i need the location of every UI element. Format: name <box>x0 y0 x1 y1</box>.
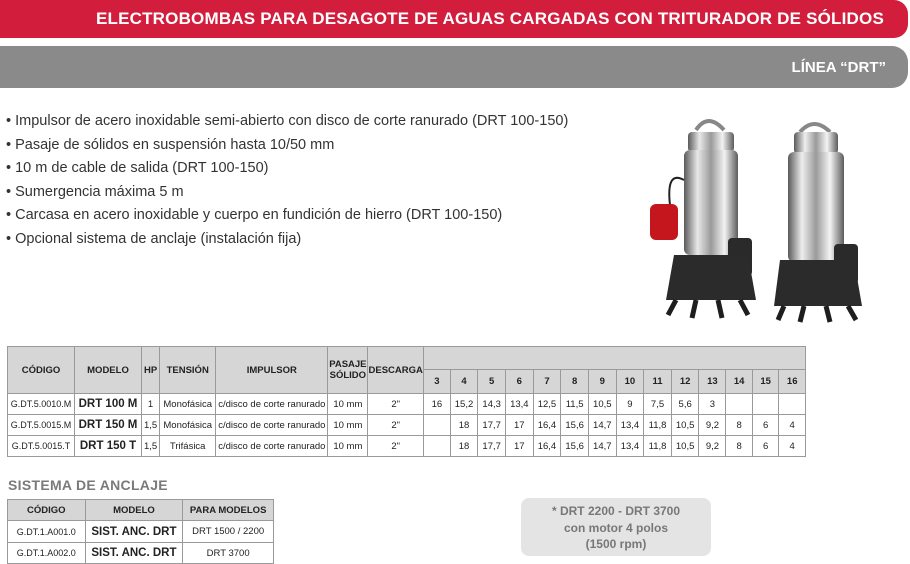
height-header: 11 <box>644 370 672 394</box>
row-model: DRT 100 M <box>75 394 142 415</box>
row-flow-value: 10,5 <box>671 436 699 457</box>
row-flow-value: 17 <box>505 415 533 436</box>
pasaje-line-2: SÓLIDO <box>329 370 367 381</box>
height-header: 8 <box>561 370 589 394</box>
header-banner <box>0 0 908 38</box>
row-hp: 1 <box>141 394 159 415</box>
row-code: G.DT.5.0015.T <box>8 436 75 457</box>
height-header: 16 <box>779 370 806 394</box>
anc-model: SIST. ANC. DRT <box>85 543 183 564</box>
height-header: 15 <box>752 370 779 394</box>
anc-header-para: PARA MODELOS <box>183 500 274 521</box>
row-flow-value <box>752 394 779 415</box>
pump-with-float-image <box>648 110 766 320</box>
row-code: G.DT.5.0015.M <box>8 415 75 436</box>
row-flow-value <box>726 394 753 415</box>
table-row <box>8 436 831 457</box>
table-row <box>8 394 831 415</box>
row-flow-value: 9,2 <box>699 415 726 436</box>
col-header-codigo: CÓDIGO <box>8 347 75 394</box>
row-flow-value: 18 <box>450 436 478 457</box>
row-flow-value: 14,7 <box>588 415 616 436</box>
height-header: 10 <box>616 370 644 394</box>
row-flow-value: 12,5 <box>533 394 561 415</box>
anc-header-modelo: MODELO <box>85 500 183 521</box>
pump-image <box>774 118 864 324</box>
row-flow-value: 13,4 <box>616 415 644 436</box>
line-title: LÍNEA “DRT” <box>791 59 886 76</box>
row-flow-value: 15,2 <box>450 394 478 415</box>
anc-code: G.DT.1.A002.0 <box>8 543 86 564</box>
row-flow-value: 3 <box>699 394 726 415</box>
row-flow-value: 11,5 <box>561 394 589 415</box>
row-flow-value <box>424 415 451 436</box>
heights-header-blank <box>424 347 806 370</box>
row-flow-value: 15,6 <box>561 415 589 436</box>
row-descarga: 2" <box>368 394 424 415</box>
row-flow-value <box>424 436 451 457</box>
feature-item: • Impulsor de acero inoxidable semi-abierto con disco de corte ranurado (DRT 100-150) <box>6 110 568 134</box>
row-hp: 1,5 <box>141 415 159 436</box>
row-flow-value: 17,7 <box>478 415 506 436</box>
row-flow-value: 11,8 <box>644 415 672 436</box>
feature-item: • Sumergencia máxima 5 m <box>6 181 568 205</box>
row-flow-value: 17 <box>505 436 533 457</box>
col-header-hp: HP <box>141 347 159 394</box>
note-line-3: (1500 rpm) <box>585 537 647 551</box>
row-pasaje: 10 mm <box>328 415 368 436</box>
note-line-2: con motor 4 polos <box>563 520 668 535</box>
row-flow-value: 16,4 <box>533 415 561 436</box>
row-flow-value: 10,5 <box>588 394 616 415</box>
height-header: 9 <box>588 370 616 394</box>
row-flow-value: 15,6 <box>561 436 589 457</box>
col-header-pasaje <box>328 347 368 394</box>
row-flow-value: 6 <box>752 436 779 457</box>
height-header: 7 <box>533 370 561 394</box>
row-flow-value: 8 <box>726 415 753 436</box>
row-flow-value: 10,5 <box>671 415 699 436</box>
row-impulsor: c/disco de corte ranurado <box>216 415 328 436</box>
row-flow-value: 8 <box>726 436 753 457</box>
anc-para: DRT 3700 <box>183 543 274 564</box>
row-impulsor: c/disco de corte ranurado <box>216 436 328 457</box>
row-tension: Monofásica <box>160 394 216 415</box>
col-header-descarga: DESCARGA <box>368 347 424 394</box>
anc-model: SIST. ANC. DRT <box>85 521 183 543</box>
row-flow-value: 5,6 <box>671 394 699 415</box>
feature-item: • Opcional sistema de anclaje (instalación fija) <box>6 228 568 252</box>
row-descarga: 2" <box>368 415 424 436</box>
row-pasaje: 10 mm <box>328 394 368 415</box>
row-flow-value: 6 <box>752 415 779 436</box>
page-title: ELECTROBOMBAS PARA DESAGOTE DE AGUAS CARGADAS CON TRITURADOR DE SÓLIDOS <box>95 9 884 28</box>
table-row <box>8 415 831 436</box>
height-header: 4 <box>450 370 478 394</box>
row-flow-value: 4 <box>779 436 806 457</box>
row-flow-value: 4 <box>779 415 806 436</box>
row-pasaje: 10 mm <box>328 436 368 457</box>
feature-item: • Carcasa en acero inoxidable y cuerpo en fundición de hierro (DRT 100-150) <box>6 204 568 228</box>
anc-code: G.DT.1.A001.0 <box>8 521 86 543</box>
row-flow-value: 13,4 <box>505 394 533 415</box>
height-header: 6 <box>505 370 533 394</box>
feature-item: • Pasaje de sólidos en suspensión hasta 10/50 mm <box>6 134 568 158</box>
note-line-1: * DRT 2200 - DRT 3700 <box>551 504 681 518</box>
anclaje-title: SISTEMA DE ANCLAJE <box>8 477 168 493</box>
line-banner <box>0 46 908 88</box>
row-flow-value: 11,8 <box>644 436 672 457</box>
pasaje-line-1: PASAJE <box>329 359 367 370</box>
spec-table <box>7 346 831 457</box>
row-flow-value: 14,7 <box>588 436 616 457</box>
row-model: DRT 150 M <box>75 415 142 436</box>
anc-para: DRT 1500 / 2200 <box>183 521 274 543</box>
row-flow-value: 16,4 <box>533 436 561 457</box>
table-row <box>8 543 274 564</box>
height-header: 13 <box>699 370 726 394</box>
col-header-tension: TENSIÓN <box>160 347 216 394</box>
anclaje-table <box>7 499 274 564</box>
height-header: 12 <box>671 370 699 394</box>
table-row <box>8 521 274 543</box>
row-flow-value: 9 <box>616 394 644 415</box>
row-tension: Monofásica <box>160 415 216 436</box>
row-hp: 1,5 <box>141 436 159 457</box>
motor-note <box>521 498 711 556</box>
col-header-impulsor: IMPULSOR <box>216 347 328 394</box>
anc-header-codigo: CÓDIGO <box>8 500 86 521</box>
height-header: 5 <box>478 370 506 394</box>
row-tension: Trifásica <box>160 436 216 457</box>
row-flow-value: 9,2 <box>699 436 726 457</box>
height-header: 14 <box>726 370 753 394</box>
row-flow-value: 18 <box>450 415 478 436</box>
row-impulsor: c/disco de corte ranurado <box>216 394 328 415</box>
height-header: 3 <box>424 370 451 394</box>
row-flow-value: 17,7 <box>478 436 506 457</box>
row-model: DRT 150 T <box>75 436 142 457</box>
row-flow-value: 13,4 <box>616 436 644 457</box>
row-flow-value: 7,5 <box>644 394 672 415</box>
feature-item: • 10 m de cable de salida (DRT 100-150) <box>6 157 568 181</box>
col-header-modelo: MODELO <box>75 347 142 394</box>
row-code: G.DT.5.0010.M <box>8 394 75 415</box>
row-flow-value: 16 <box>424 394 451 415</box>
row-flow-value: 14,3 <box>478 394 506 415</box>
feature-list <box>6 110 568 251</box>
row-flow-value <box>779 394 806 415</box>
row-descarga: 2" <box>368 436 424 457</box>
